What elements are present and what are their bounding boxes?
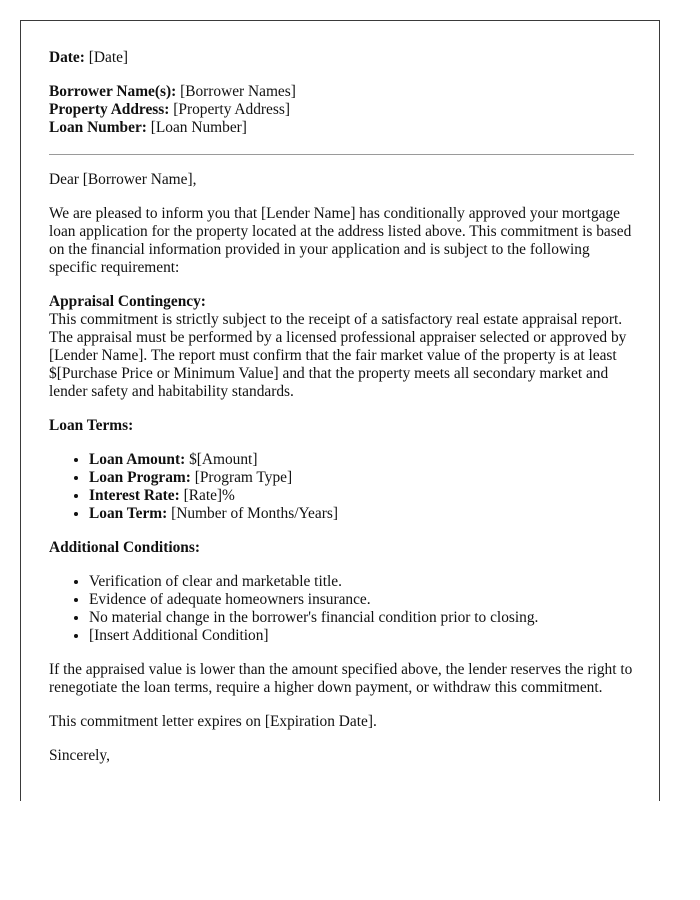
date-label: Date: [49,49,85,66]
borrower-line [49,83,634,101]
closing: Sincerely, [49,747,110,764]
loan-number-label: Loan Number: [49,119,147,136]
divider [49,154,634,155]
loan-terms-heading [49,417,634,435]
list-item [89,469,634,487]
loan-program-value: [Program Type] [190,469,293,486]
renegotiate-paragraph: If the appraised value is lower than the amount specified above, the lender reserves the right to renegotiate the loan terms, require a higher down payment, or withdraw this commitment. [49,661,633,696]
list-item [89,451,634,469]
appraisal-heading-text: Appraisal Contingency: [49,293,206,310]
interest-rate-label: Interest Rate: [89,487,180,504]
list-item: • Evidence of adequate homeowners insurance. [89,591,634,609]
loan-term-value: [Number of Months/Years] [167,505,338,522]
loan-program-label: Loan Program: [89,469,191,486]
borrower-value: [Borrower Names] [176,83,296,100]
salutation: Dear [Borrower Name], [49,171,197,188]
list-item: • Verification of clear and marketable title. [89,573,634,591]
loan-number-value: [Loan Number] [146,119,247,136]
list-item [89,487,634,505]
list-item [89,505,634,523]
date-value: [Date] [84,49,129,66]
borrower-label: Borrower Name(s): [49,83,177,100]
date-line [49,49,634,67]
appraisal-paragraph: This commitment is strictly subject to the receipt of a satisfactory real estate appraisal report. The appraisal must be performed by a licensed professional appraiser selected or approved by [Lender Name]. The report must confirm that the fair market value of the property is at least $[Purchase Price or Minimum Value] and that the property meets all secondary market and lender safety and habitability standards. [49,311,627,400]
conditions-list [49,573,634,645]
conditions-heading [49,539,634,557]
appraisal-heading [49,293,634,311]
commitment-letter [20,20,660,801]
list-item: • [Insert Additional Condition] [89,627,634,645]
loan-number-line [49,119,634,137]
conditions-heading-text: Additional Conditions: [49,539,200,556]
loan-amount-label: Loan Amount: [89,451,186,468]
expiration-paragraph: This commitment letter expires on [Expiration Date]. [49,713,377,730]
loan-term-label: Loan Term: [89,505,168,522]
interest-rate-value: [Rate]% [179,487,235,504]
address-label: Property Address: [49,101,170,118]
loan-amount-value: $[Amount] [185,451,258,468]
list-item: • No material change in the borrower's financial condition prior to closing. [89,609,634,627]
intro-paragraph: We are pleased to inform you that [Lender Name] has conditionally approved your mortgage loan application for the property located at the address listed above. This commitment is based on the financial information provided in your application and is subject to the following specific requirement: [49,205,632,276]
loan-terms-heading-text: Loan Terms: [49,417,134,434]
address-line [49,101,634,119]
loan-terms-list [49,451,634,523]
address-value: [Property Address] [169,101,290,118]
letter-content [49,49,634,781]
